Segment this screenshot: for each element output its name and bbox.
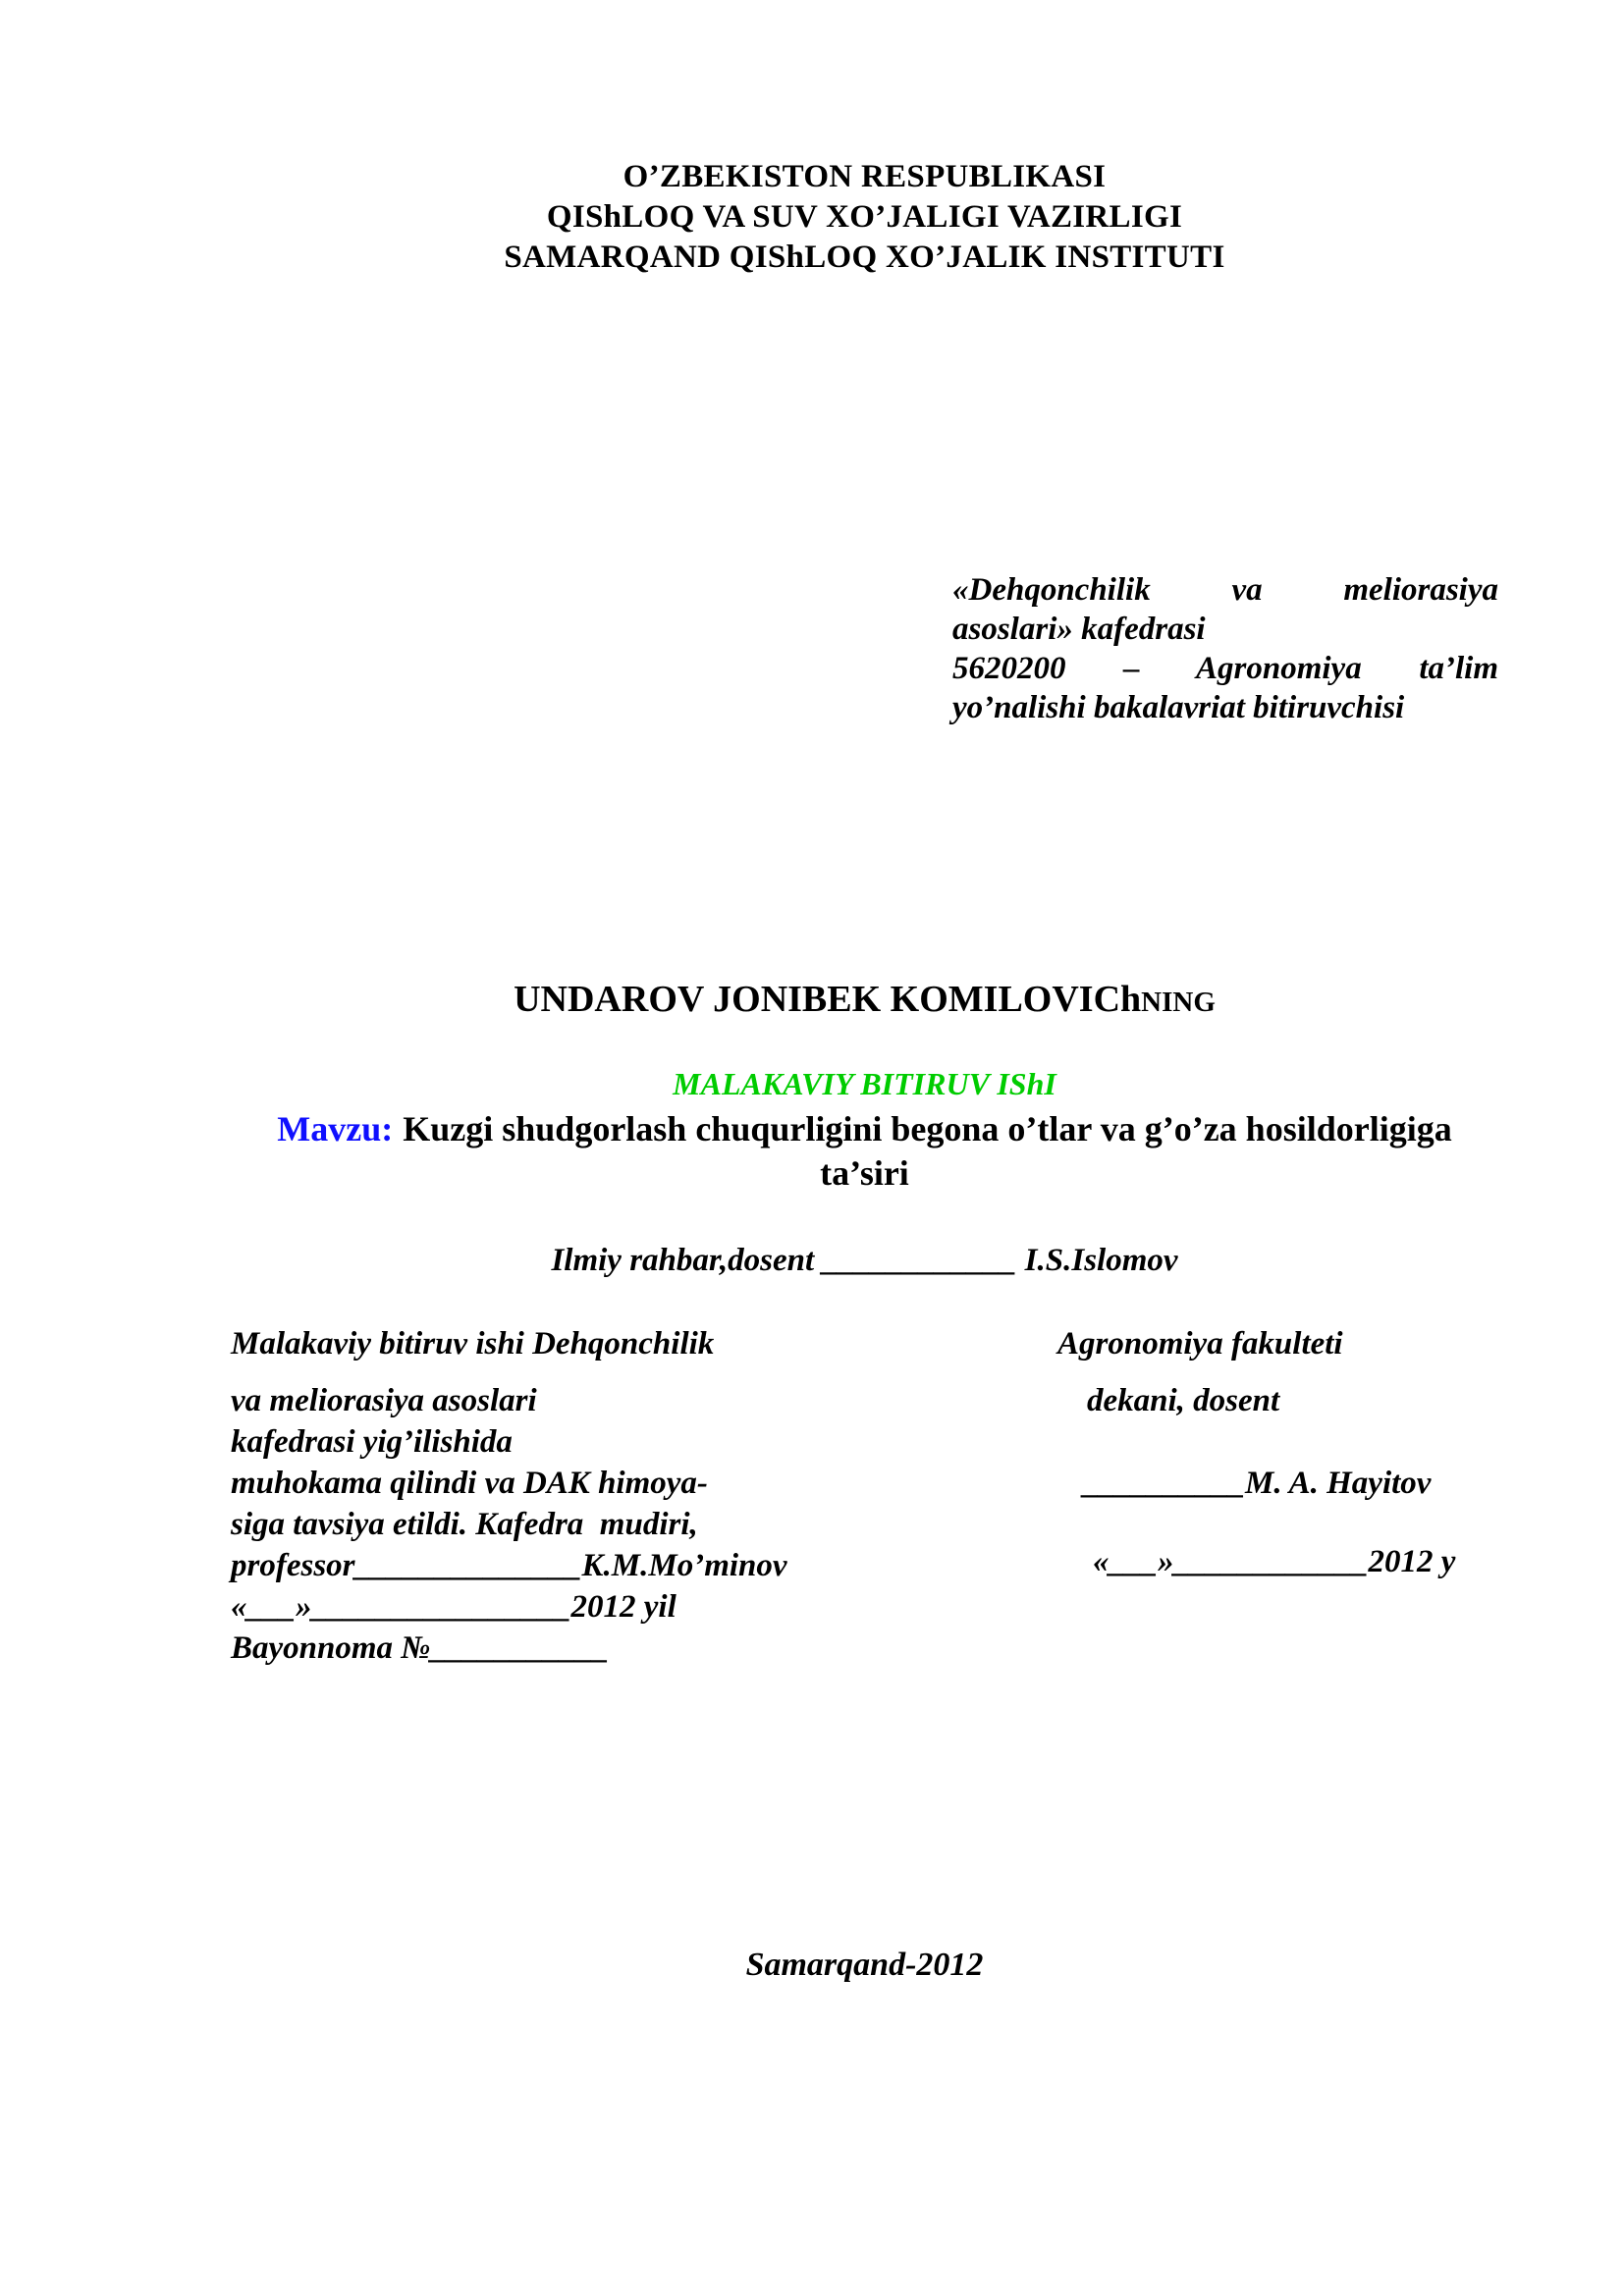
- topic-label: Mavzu:: [277, 1109, 394, 1148]
- kafedra-line: Malakaviy bitiruv ishi Dehqonchilik: [231, 1326, 715, 1362]
- kafedra-line: kafedrasi yig’ilishida: [231, 1424, 513, 1460]
- header-line-institute: SAMARQAND QIShLOQ XO’JALIK INSTITUTI: [504, 240, 1225, 275]
- work-type-title: MALAKAVIY BITIRUV IShI: [673, 1066, 1056, 1101]
- kafedra-date-line: «___»________________2012 yil: [231, 1589, 677, 1625]
- header-line-country: O’ZBEKISTON RESPUBLIKASI: [623, 159, 1107, 194]
- approval-section: [231, 1323, 1498, 1669]
- topic-title-part1: Kuzgi shudgorlash chuqurligini begona o’tlar va g’o’za hosildorligiga: [403, 1109, 1452, 1148]
- specialty-line: yo’nalishi bakalavriat bitiruvchisi: [952, 690, 1405, 725]
- department-line: «Dehqonchilik va meliorasiya: [952, 572, 1498, 608]
- topic-line-1: [231, 1107, 1498, 1151]
- kafedra-approval-block: [231, 1323, 1057, 1669]
- kafedra-signature-line: professor______________K.M.Mo’minov: [231, 1548, 787, 1583]
- supervisor-line: Ilmiy rahbar,dosent ____________ I.S.Islomov: [551, 1243, 1178, 1278]
- faculty-line: Agronomiya fakulteti: [1057, 1326, 1343, 1362]
- dekan-title-line: dekani, dosent: [1087, 1383, 1280, 1418]
- department-block: [952, 570, 1498, 727]
- header-line-ministry: QIShLOQ VA SUV XO’JALIGI VAZIRLIGI: [546, 199, 1183, 235]
- city-year-line: Samarqand-2012: [745, 1947, 984, 1983]
- kafedra-line: siga tavsiya etildi. Kafedra mudiri,: [231, 1507, 698, 1542]
- dekan-approval-block: [1057, 1323, 1498, 1669]
- author-name-line: [231, 979, 1498, 1023]
- dekan-signature-line: __________M. A. Hayitov: [1083, 1466, 1432, 1501]
- dekan-date-line: «___»____________2012 y: [1093, 1544, 1456, 1579]
- department-line: asoslari» kafedrasi: [952, 612, 1206, 647]
- topic-heading: [231, 1107, 1498, 1196]
- author-name-suffix: NING: [1141, 987, 1216, 1018]
- specialty-line: 5620200 – Agronomiya ta’lim: [952, 651, 1498, 686]
- kafedra-protocol-line: Bayonnoma №___________: [231, 1630, 609, 1666]
- ministry-header: [231, 157, 1498, 278]
- kafedra-line: va meliorasiya asoslari: [231, 1383, 537, 1418]
- kafedra-line: muhokama qilindi va DAK himoya-: [231, 1466, 708, 1501]
- author-name: UNDAROV JONIBEK KOMILOVICh: [514, 979, 1142, 1020]
- spacer: [231, 1364, 1057, 1380]
- topic-line-2: ta’siri: [820, 1153, 909, 1193]
